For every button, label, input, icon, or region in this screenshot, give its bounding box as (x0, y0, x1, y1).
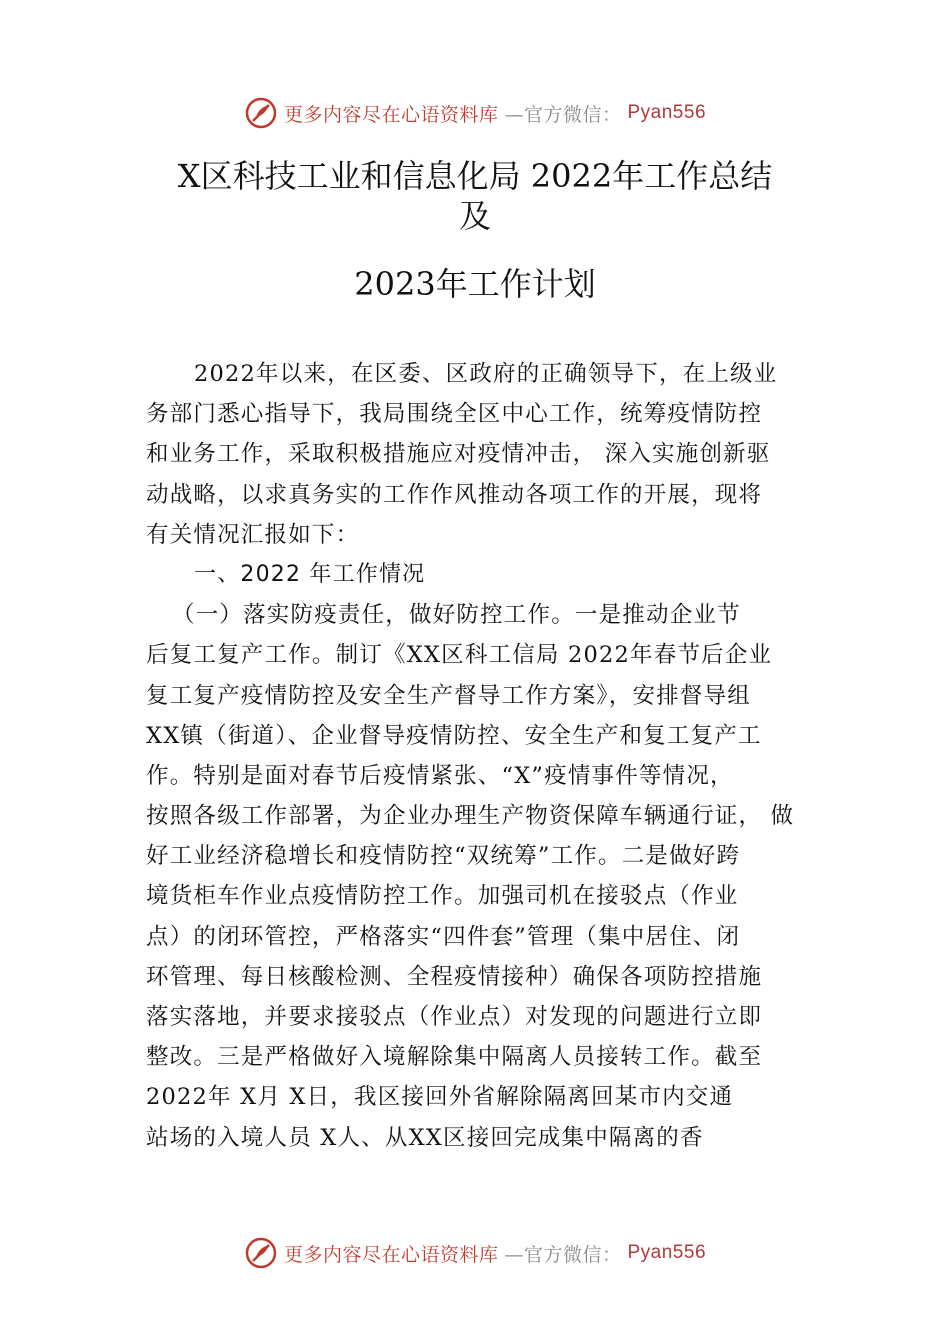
body-line: 点）的闭环管控，严格落实“四件套”管理（集中居住、闭 (146, 923, 741, 950)
document-title-line2: 及 (458, 197, 491, 235)
watermark-bottom (0, 1236, 950, 1270)
document-title-line3: 2023年工作计划 (354, 265, 596, 303)
watermark-id-text: Pyan556 (627, 1242, 707, 1263)
body-line: 环管理、每日核酸检测、全程疫情接种）确保各项防控措施 (146, 963, 763, 990)
body-line: 后复工复产工作。制订《XX区科工信局 2022年春节后企业 (146, 642, 773, 669)
section-heading: 一、2022 年工作情况 (194, 561, 426, 587)
watermark-id-text: Pyan556 (627, 102, 707, 123)
body-line: （一）落实防疫责任，做好防控工作。一是推动企业节 (172, 602, 741, 629)
document-title-line1: X区科技工业和信息化局 2022年工作总结 (177, 157, 773, 195)
body-line: 落实落地，并要求接驳点（作业点）对发现的问题进行立即 (146, 1004, 763, 1030)
quill-logo-icon (244, 1236, 278, 1270)
watermark-gray-text: —官方微信： (504, 1243, 622, 1266)
body-line: 站场的入境人员 X人、从XX区接回完成集中隔离的香 (146, 1124, 704, 1151)
body-line: 整改。三是严格做好入境解除集中隔离人员接转工作。截至 (146, 1044, 763, 1071)
watermark-red-text: 更多内容尽在心语资料库 (283, 1243, 499, 1266)
body-line: 境货柜车作业点疫情防控工作。加强司机在接驳点（作业 (146, 883, 739, 910)
body-line: 有关情况汇报如下： (146, 521, 360, 548)
watermark-gray-text: —官方微信： (504, 103, 622, 126)
body-line: 务部门悉心指导下，我局围绕全区中心工作，统筹疫情防控 (146, 401, 763, 428)
body-line: 作。特别是面对春节后疫情紧张、“X”疫情事件等情况， (146, 762, 734, 789)
watermark-red-text: 更多内容尽在心语资料库 (283, 103, 499, 126)
body-line: 好工业经济稳增长和疫情防控“双统筹”工作。二是做好跨 (146, 843, 741, 870)
body-line: 按照各级工作部署，为企业办理生产物资保障车辆通行证， 做 (146, 803, 795, 830)
body-line: 2022年 X月 X日，我区接回外省解除隔离回某市内交通 (146, 1084, 734, 1111)
body-line: 和业务工作，采取积极措施应对疫情冲击， 深入实施创新驱 (146, 441, 771, 468)
quill-logo-icon (244, 96, 278, 130)
watermark-top (0, 96, 950, 130)
body-line: 动战略，以求真务实的工作作风推动各项工作的开展，现将 (146, 481, 763, 508)
document-body (146, 354, 826, 1158)
body-line: 2022年以来，在区委、区政府的正确领导下，在上级业 (194, 361, 778, 387)
body-line: 复工复产疫情防控及安全生产督导工作方案》，安排督导组 (146, 682, 751, 709)
body-line: XX镇（街道）、企业督导疫情防控、安全生产和复工复产工 (146, 722, 762, 749)
